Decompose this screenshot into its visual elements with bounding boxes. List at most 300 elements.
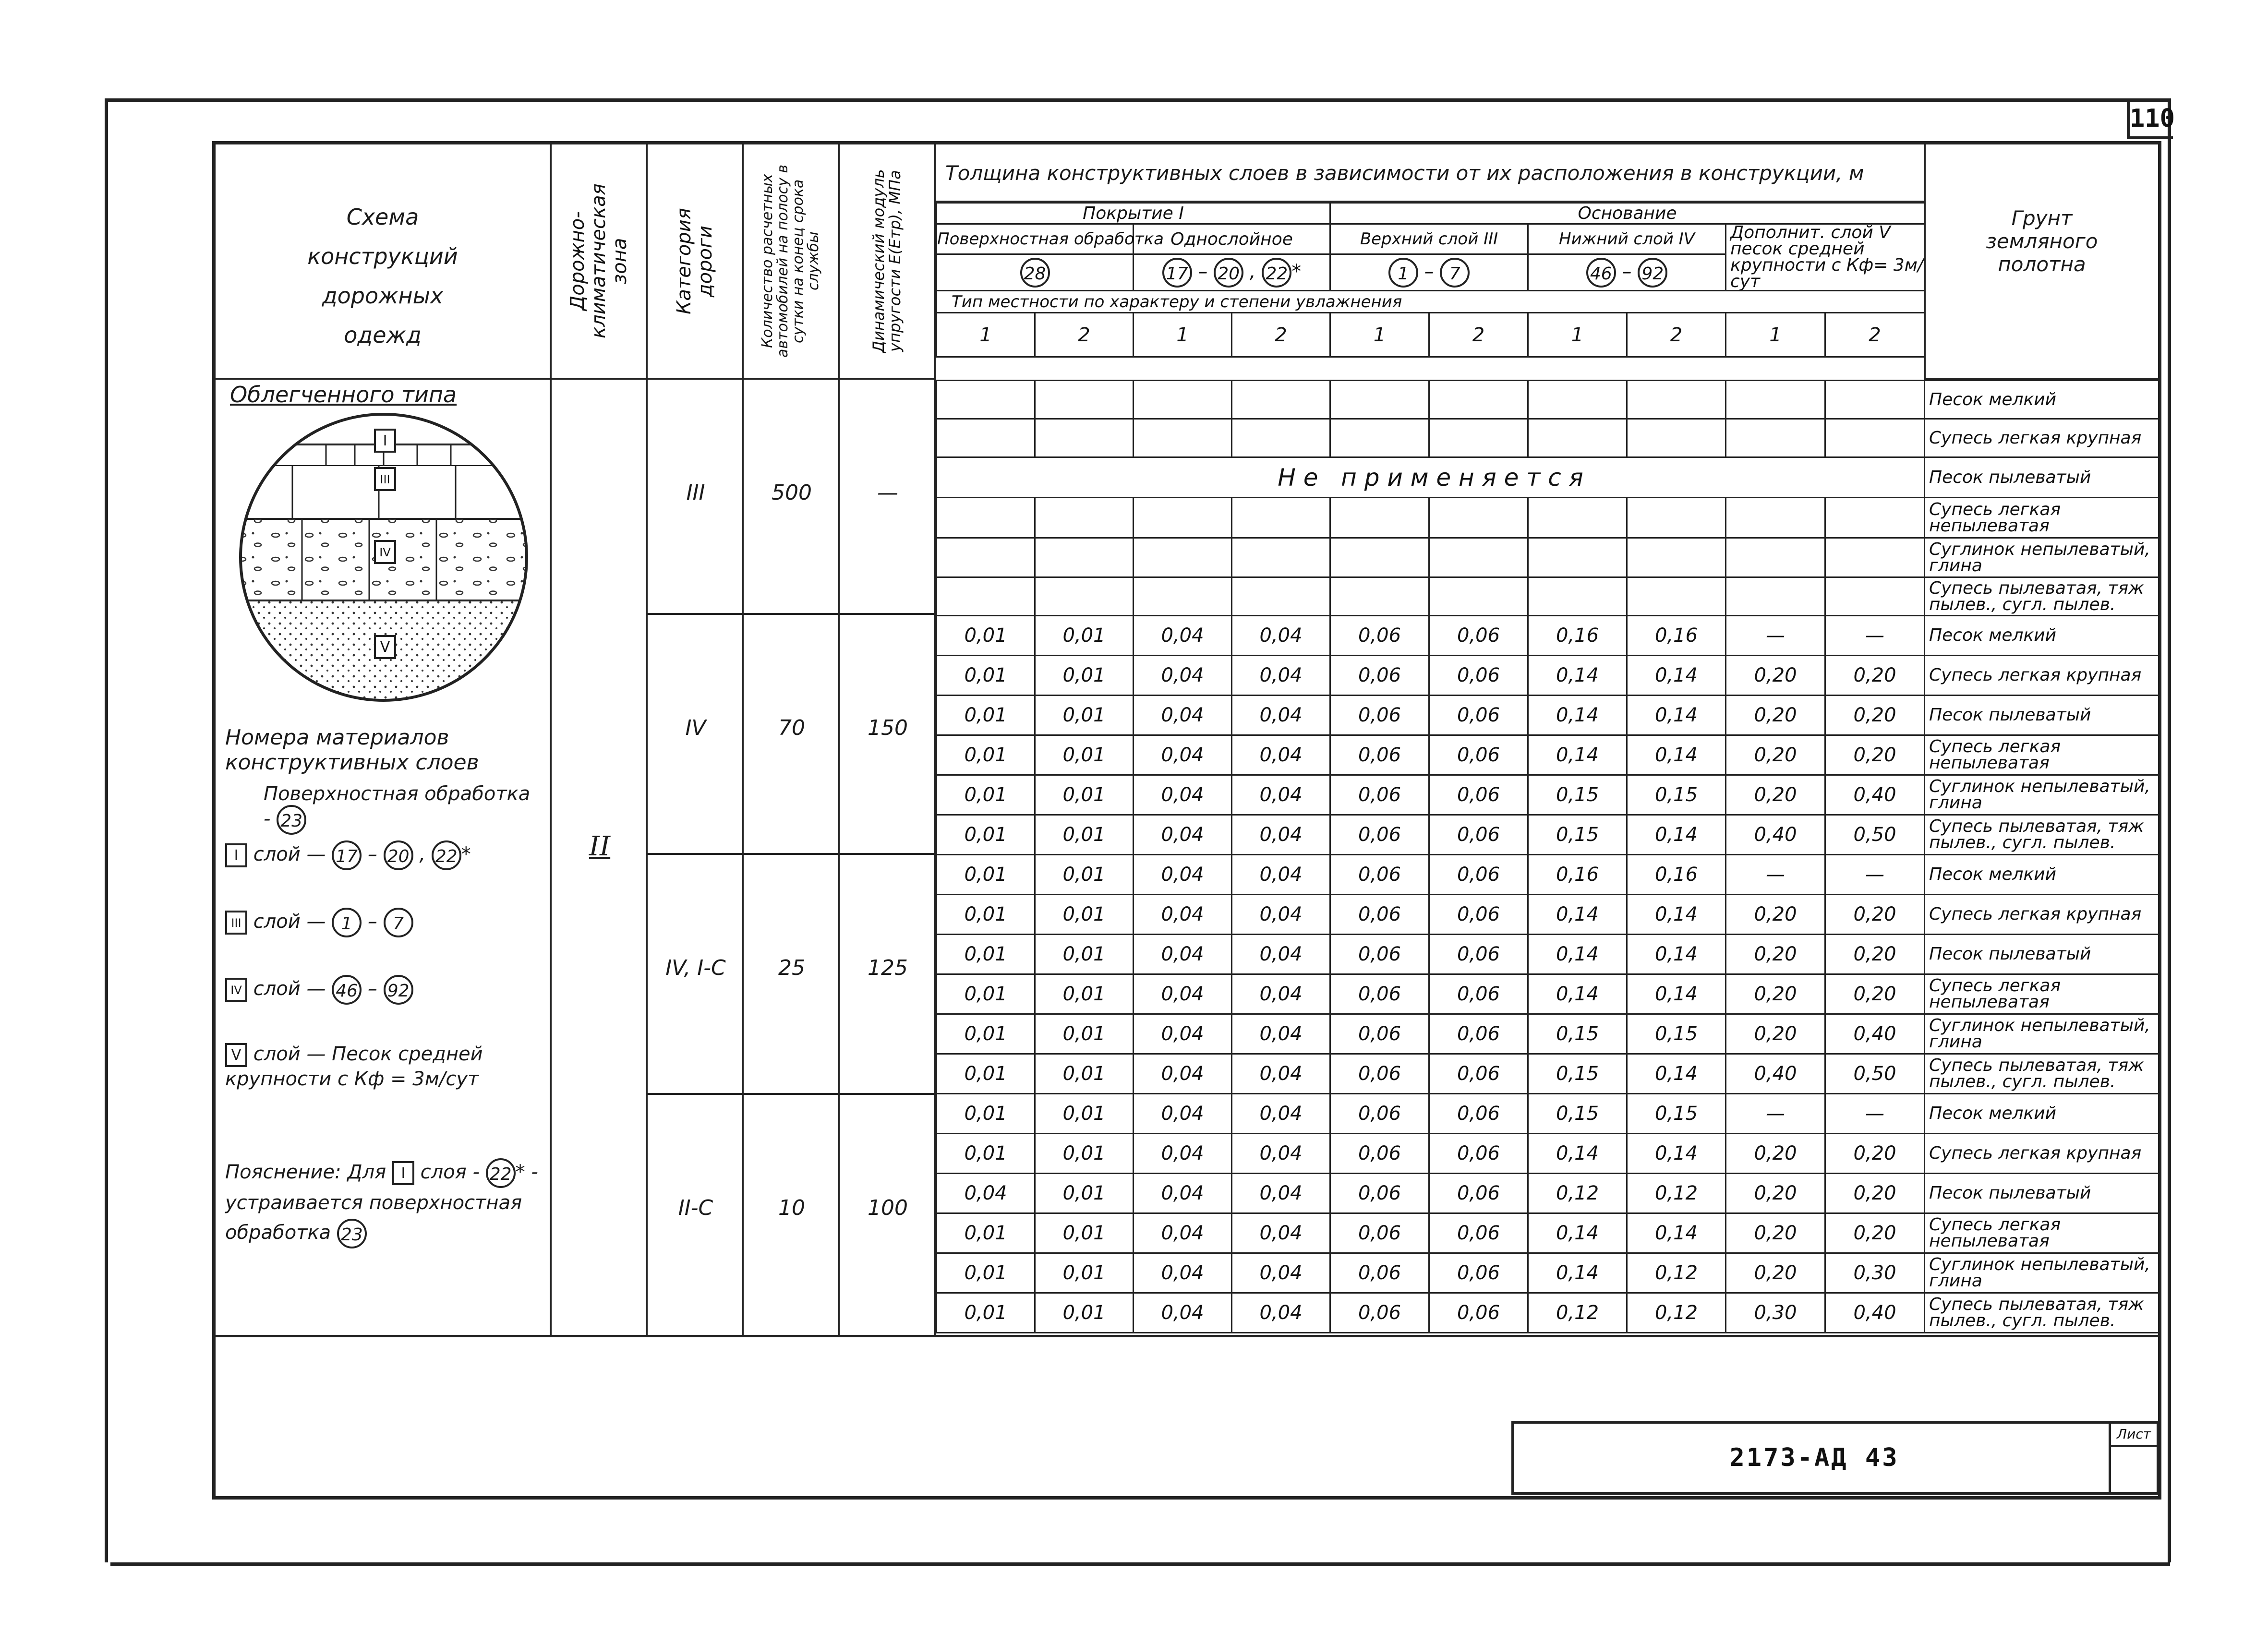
- table-row: [937, 1293, 2159, 1333]
- thickness-cell: [1330, 538, 1429, 577]
- material-number: 22: [1262, 258, 1291, 288]
- thickness-cell: 0,20: [1825, 1174, 1925, 1213]
- thickness-cell: 0,14: [1528, 1253, 1627, 1293]
- thickness-cell: [1627, 498, 1726, 538]
- thickness-cell: 0,06: [1429, 1253, 1528, 1293]
- thickness-cell: [1528, 419, 1627, 457]
- thickness-cell: 0,06: [1330, 1134, 1429, 1174]
- thickness-cell: 0,15: [1528, 1014, 1627, 1054]
- thickness-cell: [1726, 498, 1825, 538]
- thickness-cell: [1035, 419, 1134, 457]
- thickness-cell: 0,06: [1429, 974, 1528, 1014]
- thickness-cell: 0,04: [1232, 656, 1330, 696]
- thickness-cell: —: [1726, 1094, 1825, 1134]
- legend-note: Пояснение: Для I слоя - 22 * - устраивается поверхностная обработка 23: [225, 1157, 542, 1248]
- thickness-cell: 0,15: [1627, 1094, 1726, 1134]
- thickness-cell: 0,01: [937, 974, 1035, 1014]
- thickness-cell: 0,06: [1429, 696, 1528, 735]
- thickness-cell: 0,01: [1035, 1134, 1134, 1174]
- thickness-cell: 0,20: [1825, 696, 1925, 735]
- thickness-cell: 0,06: [1429, 616, 1528, 656]
- thickness-cell: [1429, 381, 1528, 419]
- table-row: [937, 1174, 2159, 1213]
- thickness-cell: 0,04: [1134, 935, 1232, 974]
- soil-cell: Суглинок непылеватый, глина: [1925, 1014, 2159, 1054]
- thickness-cell: 0,15: [1627, 775, 1726, 815]
- thickness-cell: 0,20: [1726, 1213, 1825, 1253]
- soil-cell: Супесь пылеватая, тяж пылев., сугл. пылев.: [1925, 577, 2159, 616]
- legend-note-mid: слоя -: [420, 1161, 480, 1183]
- thickness-cell: 0,04: [1134, 895, 1232, 935]
- thickness-cell: [1232, 498, 1330, 538]
- thickness-cell: 0,50: [1825, 1054, 1925, 1094]
- soil-cell: Супесь пылеватая, тяж пылев., сугл. пылев.: [1925, 1054, 2159, 1094]
- thickness-cell: 0,06: [1429, 855, 1528, 895]
- thickness-cell: 0,04: [1232, 935, 1330, 974]
- thickness-cell: 0,01: [1035, 1293, 1134, 1333]
- thickness-cell: 0,20: [1726, 775, 1825, 815]
- soil-cell: Песок мелкий: [1925, 616, 2159, 656]
- group-modulus: —: [877, 480, 898, 505]
- thickness-cell: 0,06: [1429, 656, 1528, 696]
- sheet-bottom-line: [110, 1562, 2170, 1566]
- thickness-cell: 0,04: [1134, 1253, 1232, 1293]
- group-traffic: 70: [778, 716, 805, 740]
- thickness-cell: 0,04: [1232, 696, 1330, 735]
- not-applied-cell: Н е п р и м е н я е т с я: [937, 457, 1925, 498]
- thickness-cell: 0,20: [1726, 735, 1825, 775]
- thickness-cell: 0,01: [1035, 1174, 1134, 1213]
- header-upper-nums: 1 – 7: [1330, 254, 1528, 291]
- thickness-cell: 0,20: [1726, 974, 1825, 1014]
- thickness-cell: 0,04: [1134, 1134, 1232, 1174]
- thickness-cell: 0,16: [1627, 616, 1726, 656]
- thickness-cell: 0,01: [1035, 974, 1134, 1014]
- thickness-cell: [1330, 419, 1429, 457]
- thickness-cell: 0,06: [1330, 1014, 1429, 1054]
- legend-materials-title: Номера материалов конструктивных слоев: [225, 725, 479, 775]
- thickness-cell: 0,04: [1232, 1253, 1330, 1293]
- column-divider: [838, 380, 840, 1335]
- thickness-cell: 0,06: [1330, 1054, 1429, 1094]
- thickness-cell: [1825, 419, 1925, 457]
- soil-cell: Супесь легкая крупная: [1925, 895, 2159, 935]
- page-number: 110: [2127, 102, 2173, 139]
- thickness-cell: 0,01: [937, 775, 1035, 815]
- thickness-cell: 0,01: [937, 895, 1035, 935]
- thickness-cell: 0,14: [1528, 735, 1627, 775]
- thickness-cell: [1429, 577, 1528, 616]
- legend-type-title: Облегченного типа: [230, 382, 457, 408]
- thickness-cell: —: [1726, 616, 1825, 656]
- thickness-cell: [1330, 381, 1429, 419]
- thickness-cell: 0,14: [1528, 656, 1627, 696]
- thickness-cell: 0,14: [1528, 935, 1627, 974]
- column-divider: [742, 380, 744, 1335]
- header-surface: Поверхностная обработка: [937, 224, 1134, 254]
- thickness-cell: 0,04: [1232, 1293, 1330, 1333]
- material-number: 7: [384, 908, 413, 937]
- table-row: [937, 498, 2159, 538]
- thickness-cell: 0,14: [1627, 1134, 1726, 1174]
- header-extra: [1726, 224, 1925, 291]
- thickness-cell: 0,04: [1134, 775, 1232, 815]
- thickness-cell: 0,14: [1528, 1213, 1627, 1253]
- thickness-cell: 0,01: [1035, 895, 1134, 935]
- table-row: [937, 616, 2159, 656]
- header-zone-text: Дорожно-климатическая зона: [567, 183, 631, 339]
- table-row: [937, 1094, 2159, 1134]
- header-lower: Нижний слой IV: [1528, 224, 1726, 254]
- thickness-cell: 0,06: [1429, 1293, 1528, 1333]
- thickness-cell: 0,16: [1627, 855, 1726, 895]
- material-number: 23: [277, 805, 306, 835]
- thickness-cell: 0,01: [937, 1094, 1035, 1134]
- soil-cell: Супесь легкая непылеватая: [1925, 974, 2159, 1014]
- group-modulus: 150: [868, 716, 908, 740]
- thickness-cell: 0,01: [1035, 815, 1134, 855]
- thickness-cell: 0,01: [1035, 1054, 1134, 1094]
- thickness-cell: [1528, 498, 1627, 538]
- thickness-cell: 0,01: [1035, 775, 1134, 815]
- legend-row-layer4: IV слой — 46 – 92: [225, 975, 413, 1005]
- thickness-cell: 0,06: [1330, 1293, 1429, 1333]
- thickness-cell: [1232, 577, 1330, 616]
- thickness-cell: 0,04: [1134, 855, 1232, 895]
- material-number: 46: [332, 975, 362, 1005]
- thickness-cell: [1528, 577, 1627, 616]
- thickness-cell: 0,20: [1726, 656, 1825, 696]
- thickness-cell: 0,06: [1429, 1014, 1528, 1054]
- thickness-cell: 0,04: [1232, 735, 1330, 775]
- thickness-cell: [937, 577, 1035, 616]
- thickness-cell: 0,04: [1134, 616, 1232, 656]
- header-extra-title: Дополнит. слой V: [1730, 223, 1891, 242]
- soil-cell: Песок пылеватый: [1925, 696, 2159, 735]
- thickness-cell: 0,14: [1627, 1213, 1726, 1253]
- header-scheme: [216, 144, 552, 380]
- thickness-cell: 0,01: [937, 855, 1035, 895]
- table-bottom-line: [216, 1335, 2158, 1337]
- thickness-cell: 0,06: [1330, 656, 1429, 696]
- table-row: [937, 1134, 2159, 1174]
- thickness-cell: 0,14: [1528, 974, 1627, 1014]
- thickness-cell: 0,04: [1232, 895, 1330, 935]
- thickness-cell: [1429, 419, 1528, 457]
- thickness-cell: 0,15: [1528, 775, 1627, 815]
- thickness-cell: [1134, 419, 1232, 457]
- thickness-cell: [1232, 381, 1330, 419]
- material-number: 17: [1162, 258, 1192, 288]
- thickness-cell: 0,01: [1035, 855, 1134, 895]
- thickness-cell: 0,04: [1134, 735, 1232, 775]
- thickness-cell: 0,16: [1528, 855, 1627, 895]
- layer-marker: I: [225, 843, 247, 867]
- thickness-cell: 0,04: [1134, 1213, 1232, 1253]
- thickness-cell: 0,14: [1528, 1134, 1627, 1174]
- group-block: [648, 380, 936, 615]
- thickness-cell: 0,01: [937, 656, 1035, 696]
- header-traffic: [744, 144, 840, 380]
- thickness-cell: 0,04: [1134, 656, 1232, 696]
- thickness-cell: [1528, 538, 1627, 577]
- header-terrain: Тип местности по характеру и степени увлажнения: [937, 291, 1925, 313]
- thickness-cell: 0,06: [1429, 895, 1528, 935]
- thickness-cell: 0,14: [1627, 696, 1726, 735]
- thickness-cell: 0,06: [1330, 1094, 1429, 1134]
- table-row: [937, 735, 2159, 775]
- thickness-cell: 0,06: [1330, 696, 1429, 735]
- material-number: 1: [1388, 258, 1418, 288]
- legend-row-layer3: III слой — 1 – 7: [225, 908, 413, 937]
- thickness-cell: 0,01: [1035, 735, 1134, 775]
- legend-panel: [216, 380, 552, 1335]
- terrain-col: 1: [1528, 313, 1627, 357]
- thickness-cell: 0,04: [1232, 855, 1330, 895]
- thickness-cell: [937, 498, 1035, 538]
- thickness-cell: [937, 538, 1035, 577]
- thickness-cell: 0,06: [1330, 735, 1429, 775]
- thickness-cell: 0,01: [1035, 1253, 1134, 1293]
- thickness-cell: 0,04: [1134, 1054, 1232, 1094]
- table-row: [937, 855, 2159, 895]
- group-block: [648, 855, 936, 1095]
- thickness-cell: 0,20: [1825, 1134, 1925, 1174]
- legend-note-text: - устраивается поверхностная обработка: [225, 1161, 538, 1244]
- terrain-col: 2: [1232, 313, 1330, 357]
- thickness-cell: 0,04: [1232, 775, 1330, 815]
- table-row: [937, 696, 2159, 735]
- thickness-cell: 0,20: [1825, 1213, 1925, 1253]
- header-traffic-text: Количество расчетных автомобилей на полосу в сутки на конец срока службы: [759, 164, 822, 358]
- thickness-cell: 0,06: [1429, 935, 1528, 974]
- thickness-header-grid: [936, 202, 1925, 358]
- thickness-cell: [1429, 538, 1528, 577]
- thickness-cell: 0,01: [937, 1253, 1035, 1293]
- header-lower-nums: 46 – 92: [1528, 254, 1726, 291]
- thickness-cell: 0,20: [1825, 735, 1925, 775]
- thickness-cell: [1825, 538, 1925, 577]
- thickness-cell: [1528, 381, 1627, 419]
- thickness-cell: 0,01: [1035, 1094, 1134, 1134]
- thickness-cell: 0,06: [1429, 1054, 1528, 1094]
- thickness-cell: 0,04: [1232, 1014, 1330, 1054]
- header-single: Однослойное: [1134, 224, 1330, 254]
- thickness-cell: [1726, 419, 1825, 457]
- thickness-cell: 0,01: [937, 696, 1035, 735]
- thickness-cell: 0,14: [1627, 656, 1726, 696]
- thickness-cell: [937, 381, 1035, 419]
- soil-cell: Супесь пылеватая, тяж пылев., сугл. пылев.: [1925, 1293, 2159, 1333]
- thickness-cell: 0,06: [1330, 1174, 1429, 1213]
- material-number: 7: [1440, 258, 1470, 288]
- legend-row-layer1: I слой — 17 – 20 , 22 *: [225, 840, 471, 870]
- header-modulus: [840, 144, 936, 380]
- thickness-cell: 0,40: [1726, 815, 1825, 855]
- thickness-cell: 0,04: [1134, 974, 1232, 1014]
- thickness-cell: 0,04: [1232, 616, 1330, 656]
- thickness-cell: 0,04: [1134, 1014, 1232, 1054]
- thickness-cell: 0,01: [937, 1293, 1035, 1333]
- material-number: 92: [1638, 258, 1667, 288]
- header-extra-desc: песок средней крупности с Кф= 3м/сут: [1730, 239, 1923, 291]
- thickness-cell: 0,20: [1726, 696, 1825, 735]
- group-block: [648, 1095, 936, 1335]
- thickness-cell: 0,06: [1429, 735, 1528, 775]
- thickness-cell: 0,12: [1528, 1293, 1627, 1333]
- soil-cell: Супесь легкая непылеватая: [1925, 1213, 2159, 1253]
- legend-surface-label: Поверхностная обработка -: [264, 783, 531, 830]
- soil-cell: Песок пылеватый: [1925, 1174, 2159, 1213]
- thickness-cell: [1232, 419, 1330, 457]
- thickness-cell: [1035, 498, 1134, 538]
- thickness-cell: [1134, 577, 1232, 616]
- thickness-cell: 0,14: [1528, 696, 1627, 735]
- header-scheme-line: одежд: [344, 322, 422, 348]
- terrain-col: 1: [1134, 313, 1232, 357]
- table-row: [937, 775, 2159, 815]
- group-category: III: [686, 480, 705, 505]
- soil-cell: Супесь легкая непылеватая: [1925, 735, 2159, 775]
- table-row: [937, 577, 2159, 616]
- legend-note-prefix: Пояснение: Для: [225, 1161, 386, 1183]
- thickness-cell: 0,20: [1825, 935, 1925, 974]
- thickness-cell: 0,06: [1330, 855, 1429, 895]
- header-category: [648, 144, 744, 380]
- thickness-cell: [1035, 577, 1134, 616]
- legend-row-text: слой —: [253, 911, 326, 933]
- soil-cell: Супесь пылеватая, тяж пылев., сугл. пылев.: [1925, 815, 2159, 855]
- thickness-cell: 0,06: [1330, 815, 1429, 855]
- thickness-cell: 0,15: [1627, 1014, 1726, 1054]
- thickness-cell: 0,04: [1232, 1174, 1330, 1213]
- thickness-cell: —: [1726, 855, 1825, 895]
- terrain-col: 1: [1330, 313, 1429, 357]
- thickness-cell: 0,04: [1134, 696, 1232, 735]
- layer-marker: III: [374, 467, 396, 491]
- thickness-cell: 0,15: [1528, 815, 1627, 855]
- thickness-cell: 0,20: [1726, 935, 1825, 974]
- material-number: 46: [1586, 258, 1616, 288]
- thickness-title: Толщина конструктивных слоев в зависимости от их расположения в конструкции, м: [936, 144, 1924, 202]
- soil-cell: Супесь легкая крупная: [1925, 1134, 2159, 1174]
- terrain-col: 1: [1726, 313, 1825, 357]
- group-category: II-С: [678, 1196, 713, 1220]
- thickness-cell: 0,06: [1429, 1094, 1528, 1134]
- terrain-col: 2: [1825, 313, 1925, 357]
- soil-cell: Суглинок непылеватый, глина: [1925, 1253, 2159, 1293]
- title-block: [1511, 1421, 2159, 1495]
- soil-cell: Супесь легкая крупная: [1925, 656, 2159, 696]
- header-pokrytie: Покрытие I: [937, 203, 1330, 224]
- soil-cell: Песок пылеватый: [1925, 935, 2159, 974]
- soil-cell: Песок мелкий: [1925, 381, 2159, 419]
- thickness-cell: 0,04: [1134, 1293, 1232, 1333]
- thickness-cell: —: [1825, 855, 1925, 895]
- thickness-cell: 0,14: [1627, 935, 1726, 974]
- main-frame: [212, 141, 2161, 1500]
- thickness-cell: 0,06: [1429, 1134, 1528, 1174]
- thickness-values-table: [936, 380, 2159, 1333]
- thickness-cell: [1726, 381, 1825, 419]
- soil-cell: Песок пылеватый: [1925, 457, 2159, 498]
- thickness-cell: 0,16: [1528, 616, 1627, 656]
- thickness-cell: 0,01: [1035, 616, 1134, 656]
- group-block: [648, 615, 936, 855]
- header-osnovanie: Основание: [1330, 203, 1925, 224]
- thickness-cell: 0,01: [937, 815, 1035, 855]
- material-number: 22: [486, 1158, 516, 1188]
- thickness-cell: 0,20: [1726, 895, 1825, 935]
- table-row: [937, 1014, 2159, 1054]
- thickness-cell: 0,01: [1035, 656, 1134, 696]
- thickness-cell: 0,04: [1232, 974, 1330, 1014]
- group-traffic: 500: [772, 480, 812, 505]
- legend-row-text: слой —: [253, 843, 326, 865]
- thickness-cell: [1825, 498, 1925, 538]
- thickness-cell: 0,14: [1627, 1054, 1726, 1094]
- thickness-cell: 0,20: [1825, 974, 1925, 1014]
- thickness-cell: 0,01: [937, 935, 1035, 974]
- header-zone: [552, 144, 648, 380]
- header-modulus-text: Динамический модуль упругости E(Eтр), МПа: [869, 169, 904, 353]
- terrain-col: 2: [1627, 313, 1726, 357]
- terrain-col: 1: [937, 313, 1035, 357]
- thickness-cell: 0,06: [1429, 1213, 1528, 1253]
- thickness-cell: [1134, 538, 1232, 577]
- material-number: 23: [337, 1219, 367, 1248]
- thickness-cell: 0,15: [1528, 1054, 1627, 1094]
- zone-value: II: [589, 831, 611, 862]
- thickness-cell: 0,06: [1330, 616, 1429, 656]
- soil-cell: Суглинок непылеватый, глина: [1925, 538, 2159, 577]
- layer-marker: IV: [225, 978, 247, 1002]
- thickness-cell: 0,14: [1528, 895, 1627, 935]
- thickness-cell: [1035, 538, 1134, 577]
- thickness-cell: [1134, 498, 1232, 538]
- table-row: [937, 656, 2159, 696]
- group-columns: [648, 380, 936, 1335]
- thickness-cell: 0,06: [1330, 1253, 1429, 1293]
- thickness-cell: 0,01: [937, 1054, 1035, 1094]
- thickness-cell: 0,01: [937, 735, 1035, 775]
- layer-marker: I: [392, 1161, 414, 1185]
- group-category: IV: [685, 716, 706, 740]
- table-row: [937, 974, 2159, 1014]
- thickness-cell: 0,04: [1232, 815, 1330, 855]
- thickness-cell: 0,12: [1627, 1253, 1726, 1293]
- thickness-cell: 0,01: [937, 1014, 1035, 1054]
- sheet-number-cell: [2109, 1424, 2157, 1492]
- drawing-code: 2173-АД 43: [1729, 1443, 1899, 1472]
- thickness-cell: [1627, 381, 1726, 419]
- thickness-cell: 0,50: [1825, 815, 1925, 855]
- layer-marker: V: [374, 635, 396, 659]
- thickness-cell: 0,04: [1134, 1094, 1232, 1134]
- thickness-cell: 0,06: [1330, 1213, 1429, 1253]
- soil-cell: Суглинок непылеватый, глина: [1925, 775, 2159, 815]
- thickness-cell: [1134, 381, 1232, 419]
- thickness-cell: 0,12: [1627, 1174, 1726, 1213]
- thickness-cell: 0,20: [1726, 1134, 1825, 1174]
- legend-row-layer5: [225, 1042, 532, 1091]
- thickness-cell: 0,15: [1528, 1094, 1627, 1134]
- thickness-cell: [937, 419, 1035, 457]
- terrain-col: 2: [1429, 313, 1528, 357]
- thickness-cell: 0,40: [1726, 1054, 1825, 1094]
- thickness-cell: 0,01: [937, 1213, 1035, 1253]
- thickness-cell: 0,01: [937, 1134, 1035, 1174]
